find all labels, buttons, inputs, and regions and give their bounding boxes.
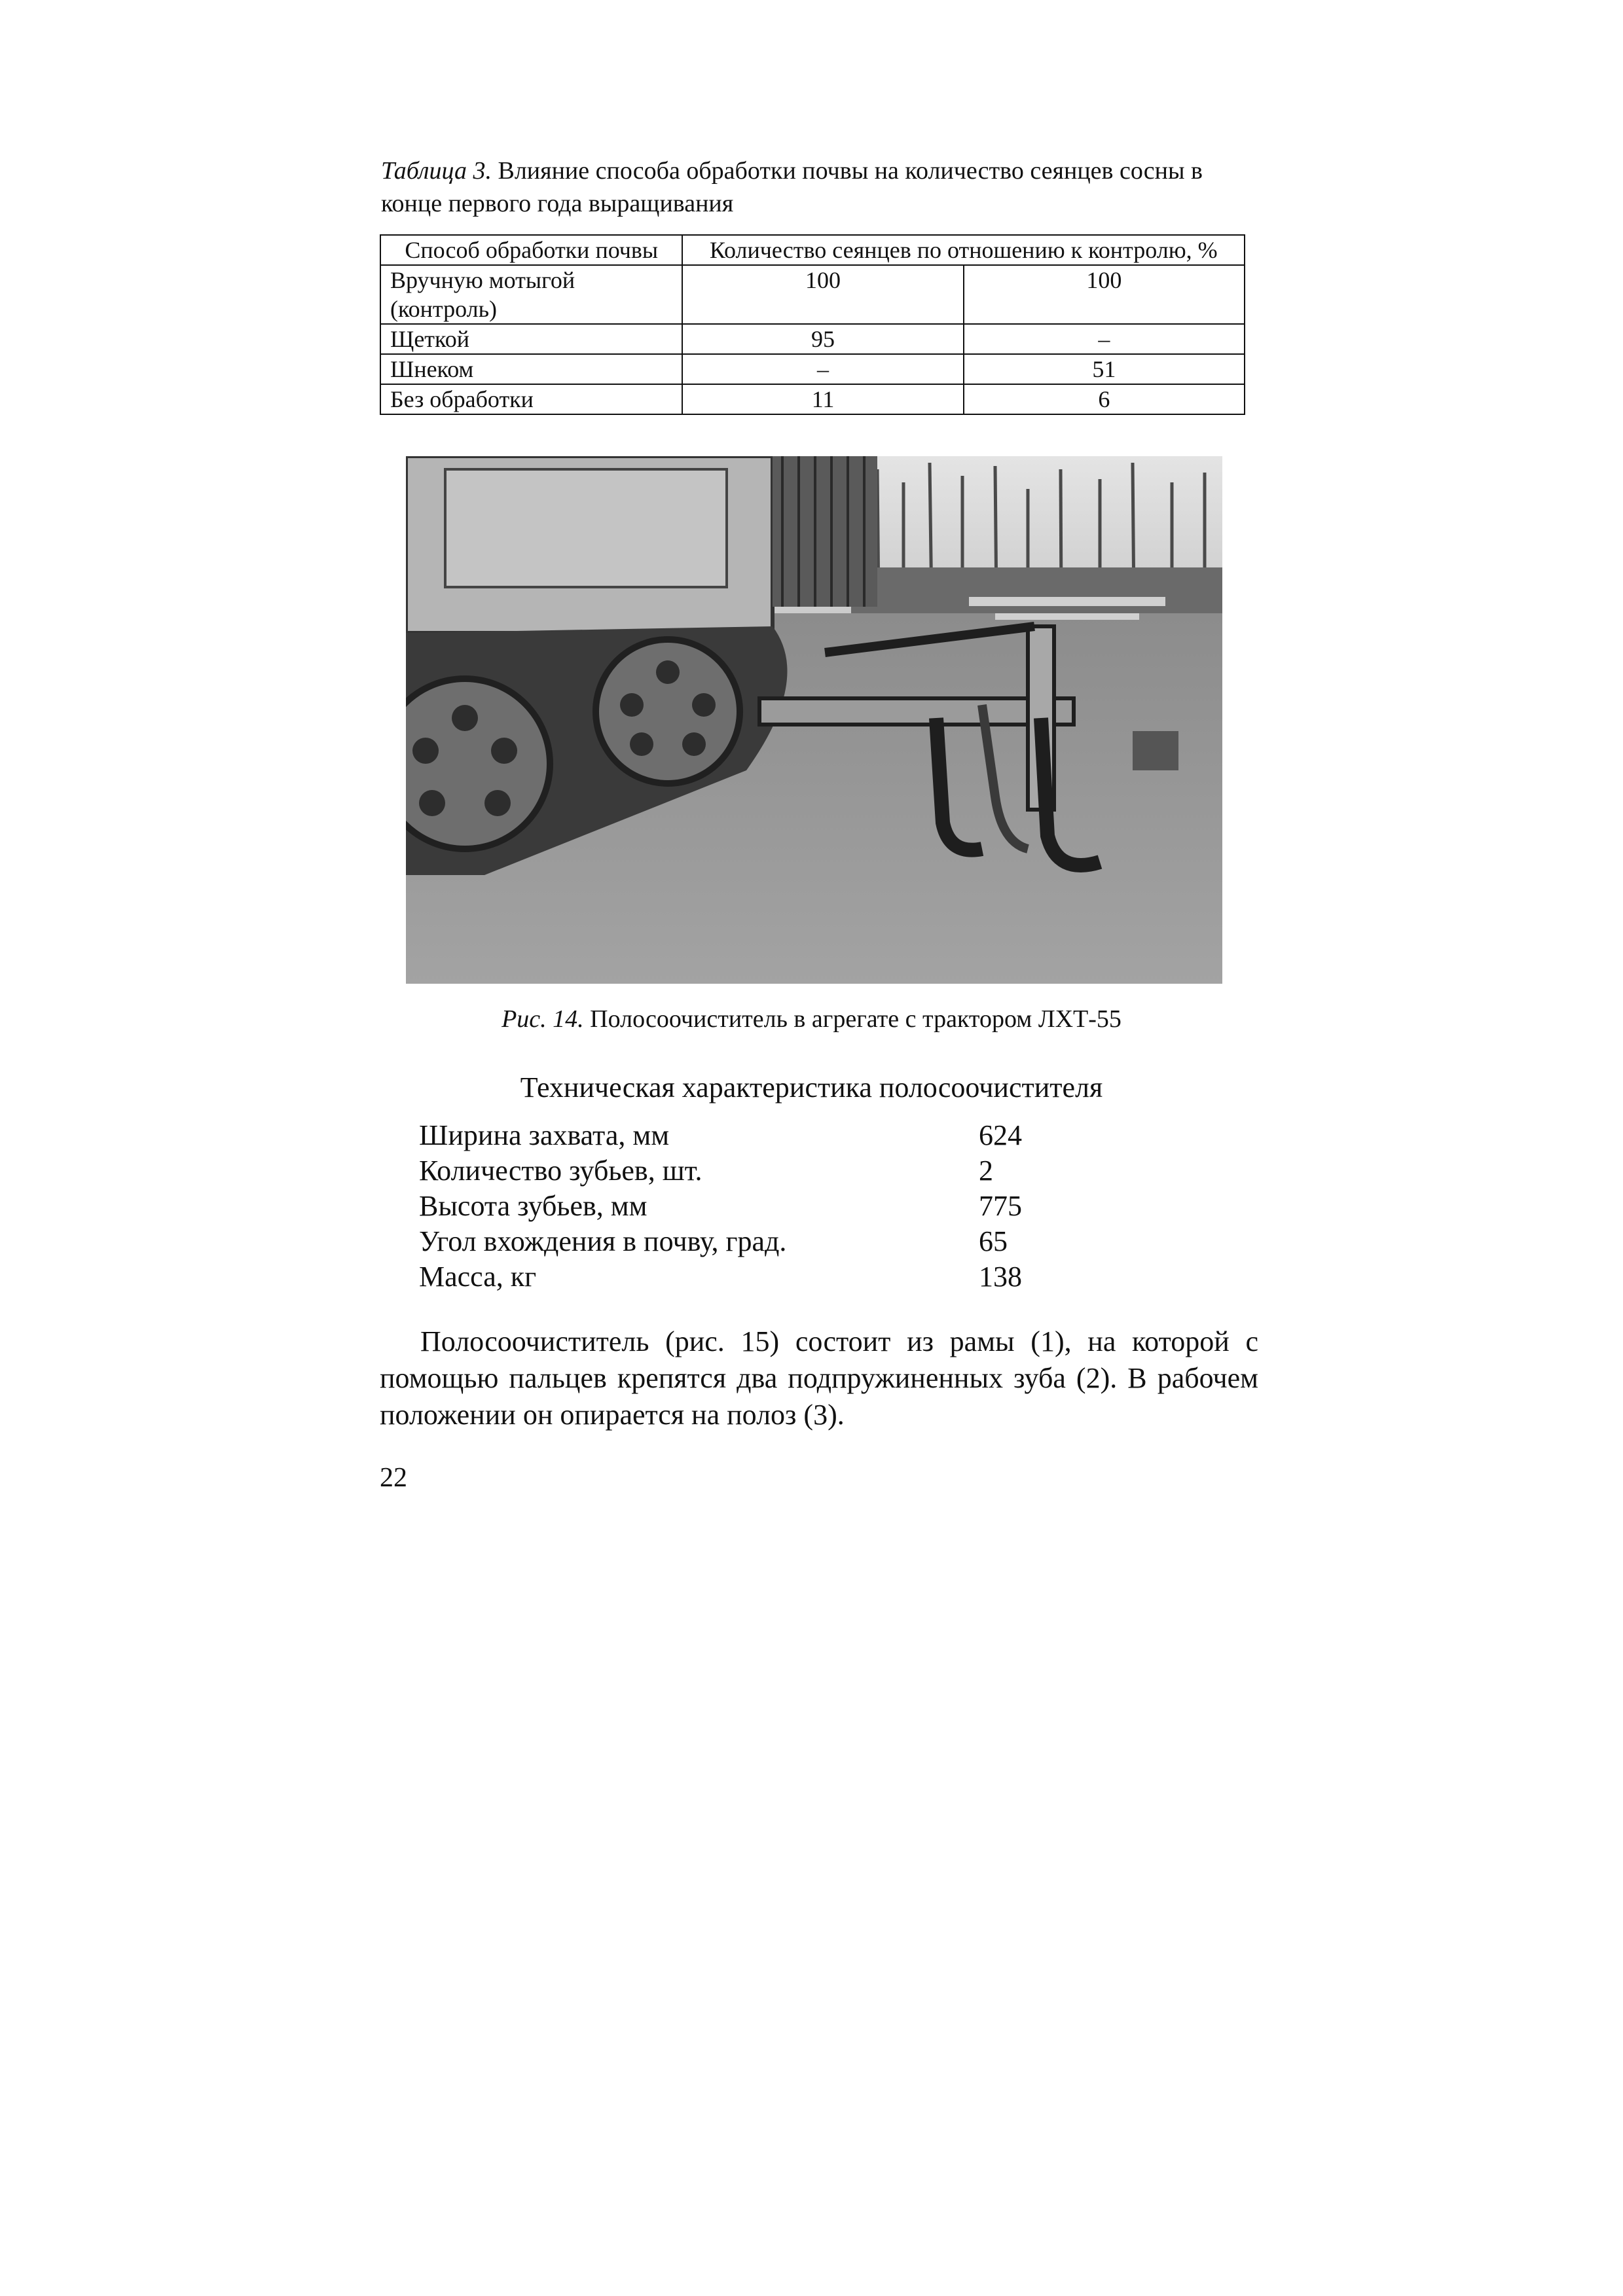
spec-value: 624 — [979, 1119, 1022, 1151]
table-row — [380, 354, 1245, 384]
table-cell-value: 100 — [682, 265, 963, 324]
table-cell-method: Щеткой — [380, 324, 682, 354]
table-row — [380, 265, 1245, 324]
table-cell-method: Шнеком — [380, 354, 682, 384]
spec-label: Ширина захвата, мм — [419, 1119, 670, 1151]
table-row — [380, 324, 1245, 354]
table-cell-method: Без обработки — [380, 384, 682, 414]
tractor-door — [445, 469, 727, 587]
table-caption-text: Влияние способа обработки почвы на количество сеянцев сосны в конце первого года выращивания — [381, 157, 1203, 217]
road-wheel — [406, 679, 550, 849]
spec-label: Количество зубьев, шт. — [419, 1155, 702, 1187]
body-paragraph: Полосоочиститель (рис. 15) состоит из рамы (1), на которой с помощью пальцев крепятся два подпружиненных зуба (2). В рабочем положении он опирается на полоз (3). — [380, 1325, 1258, 1431]
table-cell-value: 11 — [682, 384, 963, 414]
data-table — [380, 234, 1245, 415]
table-cell-value: 6 — [964, 384, 1245, 414]
table-caption-label: Таблица 3. — [381, 157, 492, 185]
forest-band — [851, 567, 1222, 613]
table-cell-value: 95 — [682, 324, 963, 354]
figure-caption-text: Полосоочиститель в агрегате с трактором ЛХТ-55 — [583, 1005, 1122, 1033]
table-header-row — [380, 235, 1245, 265]
spec-row — [419, 1259, 1139, 1295]
table-cell-value: 100 — [964, 265, 1245, 324]
spec-row — [419, 1118, 1139, 1153]
table-header-count: Количество сеянцев по отношению к контролю, % — [682, 235, 1245, 265]
table-row — [380, 384, 1245, 414]
spec-value: 138 — [979, 1261, 1022, 1293]
spec-value: 65 — [979, 1225, 1008, 1257]
spec-row — [419, 1224, 1139, 1259]
stump — [1133, 731, 1178, 770]
spec-title: Техническая характеристика полосоочистителя — [520, 1071, 1103, 1103]
spec-label: Масса, кг — [419, 1261, 537, 1293]
table-cell-method: Вручную мотыгой (контроль) — [380, 265, 682, 324]
spec-row — [419, 1153, 1139, 1189]
spec-label: Высота зубьев, мм — [419, 1190, 647, 1222]
table-cell-value: – — [682, 354, 963, 384]
table-cell-value: – — [964, 324, 1245, 354]
spec-value: 2 — [979, 1155, 993, 1187]
radiator-grille — [773, 456, 877, 607]
table-cell-value: 51 — [964, 354, 1245, 384]
figure-label: Рис. 14. — [501, 1005, 584, 1033]
spec-value: 775 — [979, 1190, 1022, 1222]
table-header-method: Способ обработки почвы — [380, 235, 682, 265]
spec-label: Угол вхождения в почву, град. — [419, 1225, 787, 1257]
figure-caption — [0, 1003, 1623, 1035]
spec-row — [419, 1189, 1139, 1224]
spec-list — [419, 1118, 1139, 1295]
table-caption — [381, 154, 1245, 220]
tractor-photo — [406, 456, 1222, 984]
page-number: 22 — [380, 1463, 407, 1493]
